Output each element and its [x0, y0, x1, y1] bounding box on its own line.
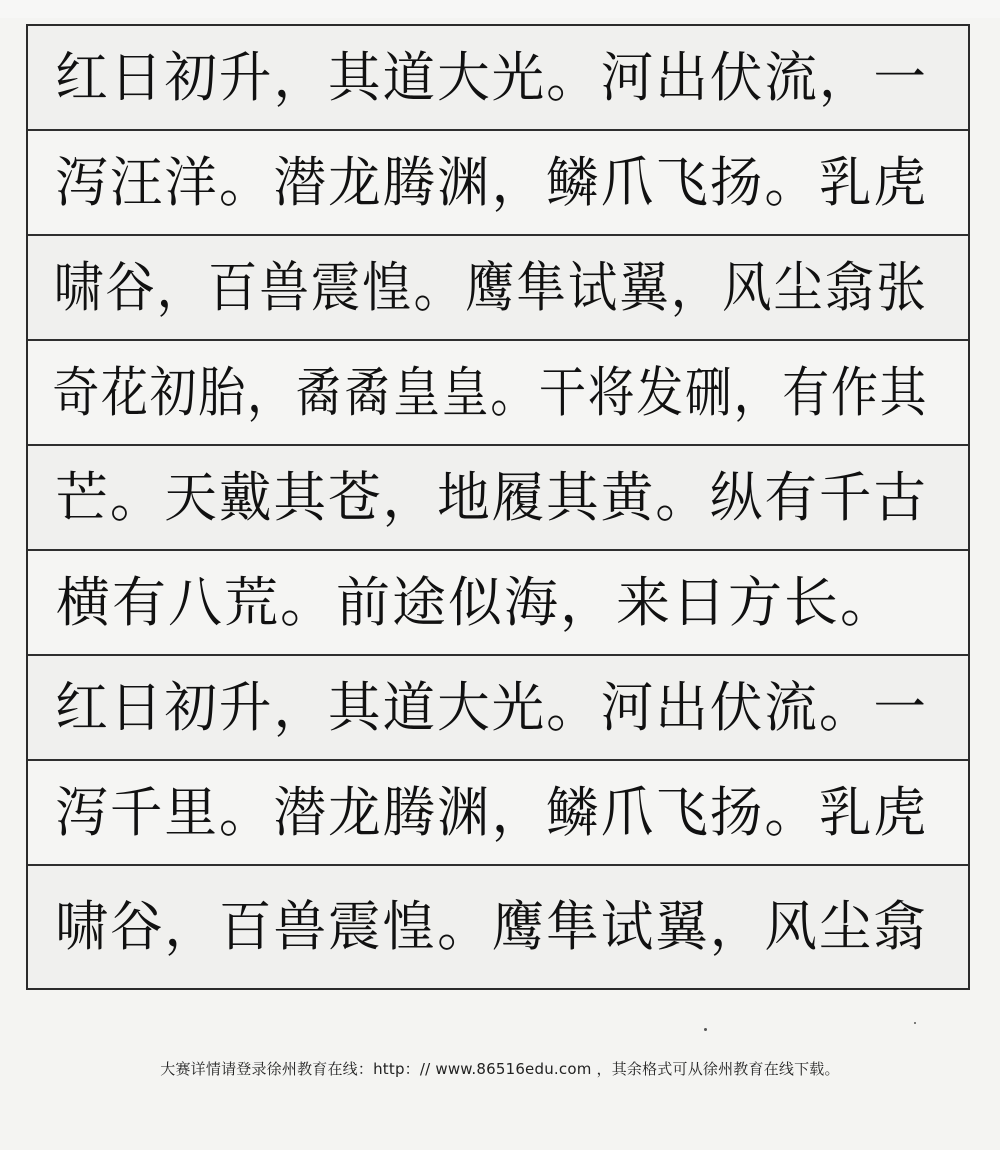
row-text: 泻千里。潜龙腾渊，鳞爪飞扬。乳虎 [55, 780, 928, 844]
row-text: 芒。天戴其苍，地履其黄。纵有千古 [55, 465, 928, 529]
row-text: 奇花初胎，矞矞皇皇。干将发硎，有作其 [52, 360, 929, 424]
writing-row-2 [28, 131, 968, 236]
writing-grid [26, 24, 970, 990]
row-text: 啸谷，百兽震惶。鹰隼试翼，风尘翕张 [53, 255, 928, 319]
writing-row-4 [28, 341, 968, 446]
writing-row-5 [28, 446, 968, 551]
page-top-edge [0, 0, 1000, 18]
row-text: 红日初升，其道大光。河出伏流，一 [55, 45, 928, 109]
writing-row-9 [28, 866, 968, 988]
writing-row-6 [28, 551, 968, 656]
writing-row-7 [28, 656, 968, 761]
footer-note: 大赛详情请登录徐州教育在线：http：// www.86516edu.com ，其余格式可从徐州教育在线下载。 [160, 1060, 840, 1078]
row-text: 啸谷，百兽震惶。鹰隼试翼，风尘翕 [55, 895, 928, 958]
row-text: 红日初升，其道大光。河出伏流。一 [55, 675, 928, 739]
row-text: 横有八荒。前途似海，来日方长。 [56, 570, 896, 634]
row-text: 泻汪洋。潜龙腾渊，鳞爪飞扬。乳虎 [55, 150, 928, 214]
writing-row-8 [28, 761, 968, 866]
writing-row-3 [28, 236, 968, 341]
paper-speck [704, 1028, 707, 1031]
paper-speck [914, 1022, 916, 1024]
writing-row-1 [28, 26, 968, 131]
